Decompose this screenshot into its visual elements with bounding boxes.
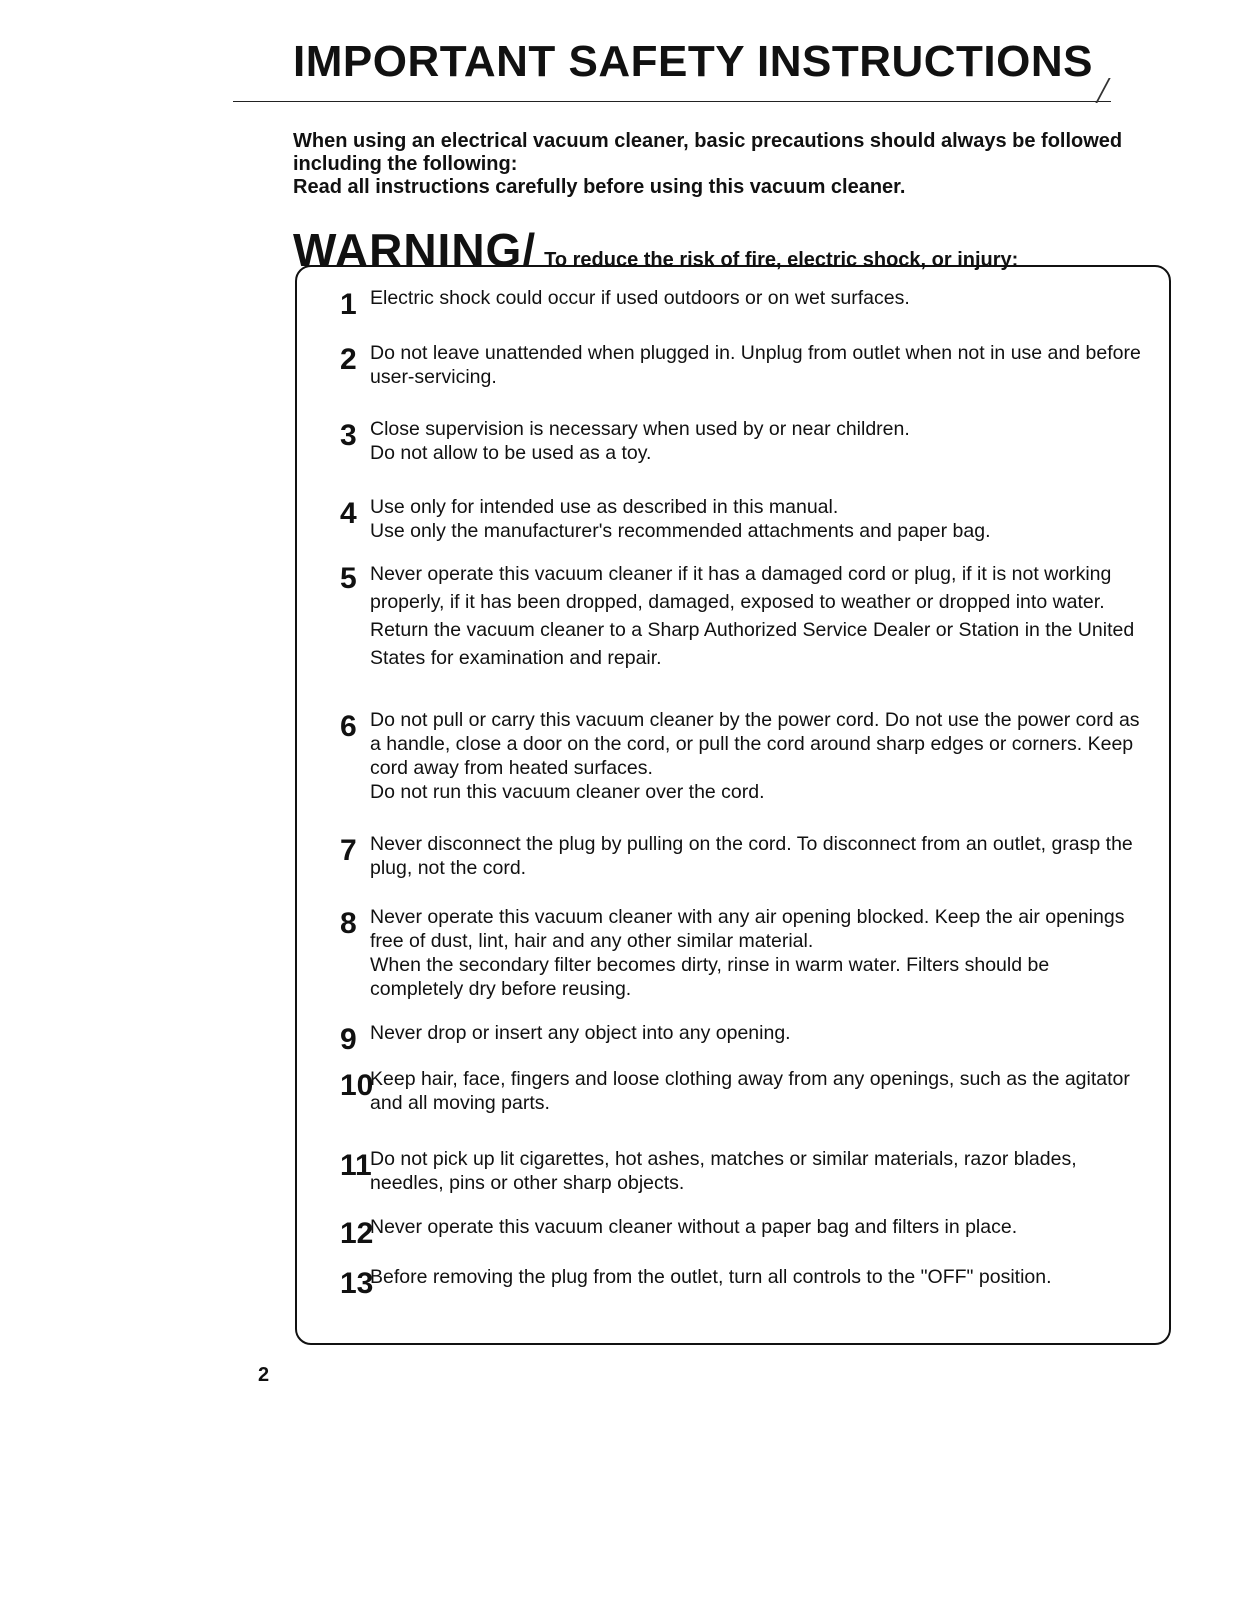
item-line: Keep hair, face, fingers and loose clothing away from any openings, such as the agitator and all moving parts.	[370, 1068, 1130, 1114]
item-text	[370, 1021, 1145, 1045]
item-line: Close supervision is necessary when used by or near children.	[370, 418, 910, 440]
item-text	[370, 341, 1145, 389]
item-line: Do not run this vacuum cleaner over the cord.	[370, 781, 765, 803]
item-number: 5	[340, 562, 357, 595]
item-number: 12	[340, 1217, 374, 1250]
item-number: 6	[340, 710, 357, 743]
item-number: 7	[340, 834, 357, 867]
item-number: 4	[340, 497, 357, 530]
item-number: 9	[340, 1023, 357, 1056]
intro-line: Read all instructions carefully before using this vacuum cleaner.	[293, 176, 906, 198]
item-text	[370, 495, 1145, 543]
item-text	[370, 832, 1145, 880]
title-underline	[233, 101, 1111, 102]
item-line: Do not pull or carry this vacuum cleaner by the power cord. Do not use the power cord as a handle, close a door on the cord, or pull the cord around sharp edges or corners. Keep cord away from heated surfaces.	[370, 709, 1140, 779]
item-number: 8	[340, 907, 357, 940]
item-number: 10	[340, 1069, 374, 1102]
item-line: Use only for intended use as described in this manual.	[370, 496, 839, 518]
item-text	[370, 560, 1145, 672]
item-line: Electric shock could occur if used outdoors or on wet surfaces.	[370, 287, 910, 309]
item-text	[370, 1067, 1145, 1115]
item-line: Never operate this vacuum cleaner with any air opening blocked. Keep the air openings free of dust, lint, hair and any other similar material.	[370, 906, 1125, 952]
item-text	[370, 417, 1145, 465]
item-line: Return the vacuum cleaner to a Sharp Authorized Service Dealer or Station in the United States for examination and repair.	[370, 619, 1135, 669]
item-text	[370, 286, 1145, 310]
item-number: 2	[340, 343, 357, 376]
title-underline-end-mark	[1095, 78, 1110, 103]
item-line: Do not leave unattended when plugged in. Unplug from outlet when not in use and before user-servicing.	[370, 342, 1141, 388]
page-number: 2	[258, 1364, 270, 1386]
item-line: Do not pick up lit cigarettes, hot ashes, matches or similar materials, razor blades, needles, pins or other sharp objects.	[370, 1148, 1077, 1194]
item-line: Never operate this vacuum cleaner if it has a damaged cord or plug, if it is not working properly, if it has been dropped, damaged, exposed to weather or dropped into water.	[370, 563, 1112, 613]
warning-word: WARNING/	[293, 224, 537, 276]
item-number: 3	[340, 419, 357, 452]
item-text	[370, 1265, 1145, 1289]
intro-paragraph	[293, 130, 1163, 199]
warning-subtitle: To reduce the risk of fire, electric shock, or injury:	[544, 249, 1019, 271]
item-line: Never disconnect the plug by pulling on the cord. To disconnect from an outlet, grasp the plug, not the cord.	[370, 833, 1133, 879]
item-text	[370, 905, 1145, 1001]
item-line: Never operate this vacuum cleaner without a paper bag and filters in place.	[370, 1216, 1018, 1238]
item-line: Use only the manufacturer's recommended attachments and paper bag.	[370, 520, 991, 542]
item-number: 13	[340, 1267, 374, 1300]
item-number: 11	[340, 1149, 372, 1182]
item-text	[370, 708, 1145, 804]
item-text	[370, 1147, 1145, 1195]
item-line: Before removing the plug from the outlet, turn all controls to the "OFF" position.	[370, 1266, 1052, 1288]
intro-line: When using an electrical vacuum cleaner, basic precautions should always be followed including the following:	[293, 130, 1123, 175]
item-line: Never drop or insert any object into any opening.	[370, 1022, 791, 1044]
page-title: IMPORTANT SAFETY INSTRUCTIONS	[293, 37, 1093, 86]
item-text	[370, 1215, 1145, 1239]
item-line: When the secondary filter becomes dirty, rinse in warm water. Filters should be completely dry before reusing.	[370, 954, 1050, 1000]
item-line: Do not allow to be used as a toy.	[370, 442, 652, 464]
item-number: 1	[340, 288, 357, 321]
